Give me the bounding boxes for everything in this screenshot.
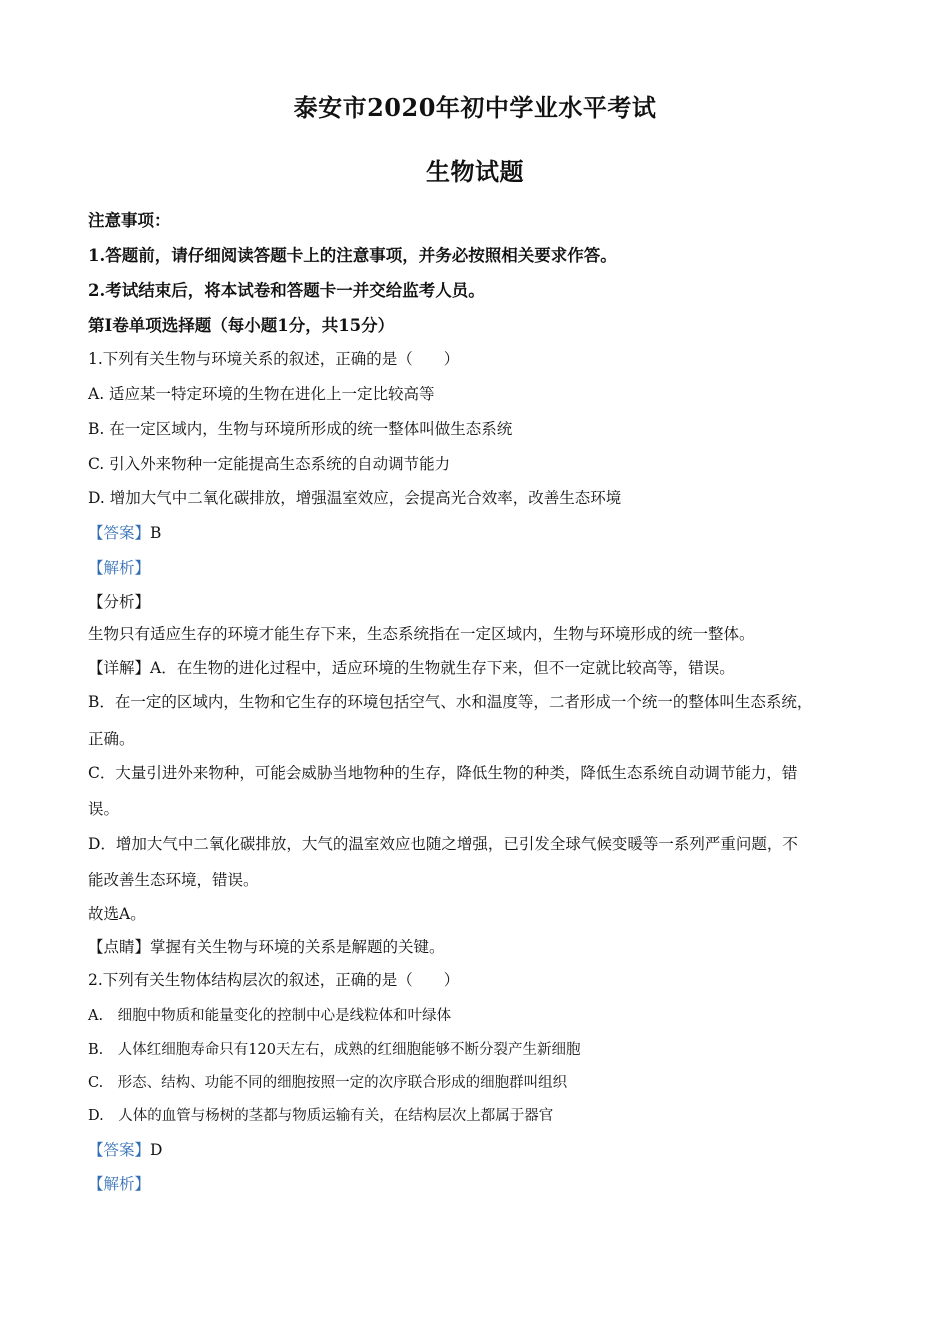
- q2-option-d: D. 人体的血管与杨树的茎都与物质运输有关，在结构层次上都属于器官: [88, 1108, 554, 1124]
- q2-option-b: B. 人体红细胞寿命只有120天左右，成熟的红细胞能够不断分裂产生新细胞: [88, 1042, 581, 1058]
- q2-answer: [88, 1138, 868, 1160]
- q1-detail-line: 正确。: [88, 730, 135, 748]
- q1-detail-line: 误。: [88, 800, 120, 818]
- q1-fenxi-text: 生物只有适应生存的环境才能生存下来，生态系统指在一定区域内，生物与环境形成的统一整体。: [88, 625, 755, 643]
- q1-answer: [88, 521, 868, 543]
- q1-detail-line: D．增加大气中二氧化碳排放，大气的温室效应也随之增强，已引发全球气候变暖等一系列严重问题，不: [88, 835, 798, 853]
- q1-analysis-tag[interactable]: 【解析】: [88, 559, 151, 577]
- q2-stem: 2.下列有关生物体结构层次的叙述，正确的是（ ）: [88, 971, 460, 989]
- q1-stem: 1.下列有关生物与环境关系的叙述，正确的是（ ）: [88, 350, 460, 368]
- q2-option-c: C. 形态、结构、功能不同的细胞按照一定的次序联合形成的细胞群叫组织: [88, 1075, 568, 1091]
- q1-detail-line: 能改善生态环境，错误。: [88, 871, 259, 889]
- q2-answer-value: D: [150, 1141, 163, 1159]
- q2-answer-tag[interactable]: 【答案】: [88, 1141, 151, 1159]
- q1-detail-line: C．大量引进外来物种，可能会威胁当地物种的生存，降低生物的种类，降低生态系统自动调节能力，错: [88, 764, 798, 782]
- q1-option-d: D. 增加大气中二氧化碳排放，增强温室效应，会提高光合效率，改善生态环境: [88, 489, 622, 507]
- q2-analysis-tag[interactable]: 【解析】: [88, 1175, 151, 1193]
- q1-option-c: C. 引入外来物种一定能提高生态系统的自动调节能力: [88, 455, 451, 473]
- q1-answer-tag[interactable]: 【答案】: [88, 524, 151, 542]
- q1-tip: 【点睛】掌握有关生物与环境的关系是解题的关键。: [88, 938, 445, 956]
- notice-heading: 注意事项：: [88, 211, 171, 230]
- q2-option-a: A. 细胞中物质和能量变化的控制中心是线粒体和叶绿体: [88, 1008, 452, 1024]
- exam-subtitle: 生物试题: [426, 157, 524, 186]
- exam-title: 泰安市2020年初中学业水平考试: [293, 93, 657, 122]
- q1-fenxi-tag: 【分析】: [88, 593, 151, 611]
- q1-option-b: B. 在一定区域内，生物与环境所形成的统一整体叫做生态系统: [88, 420, 513, 438]
- notice-item-2: 2.考试结束后，将本试卷和答题卡一并交给监考人员。: [88, 281, 485, 300]
- section-heading: 第Ⅰ卷单项选择题（每小题1分，共15分）: [88, 316, 395, 335]
- notice-item-1: 1.答题前，请仔细阅读答题卡上的注意事项，并务必按照相关要求作答。: [88, 246, 617, 265]
- q1-option-a: A. 适应某一特定环境的生物在进化上一定比较高等: [88, 385, 435, 403]
- q1-detail-line: 【详解】A．在生物的进化过程中，适应环境的生物就生存下来，但不一定就比较高等，错误。: [88, 659, 735, 677]
- q1-conclusion: 故选A。: [88, 905, 146, 923]
- q1-detail-line: B．在一定的区域内，生物和它生存的环境包括空气、水和温度等，二者形成一个统一的整体叫生态系统，: [88, 693, 813, 711]
- q1-answer-value: B: [150, 524, 162, 542]
